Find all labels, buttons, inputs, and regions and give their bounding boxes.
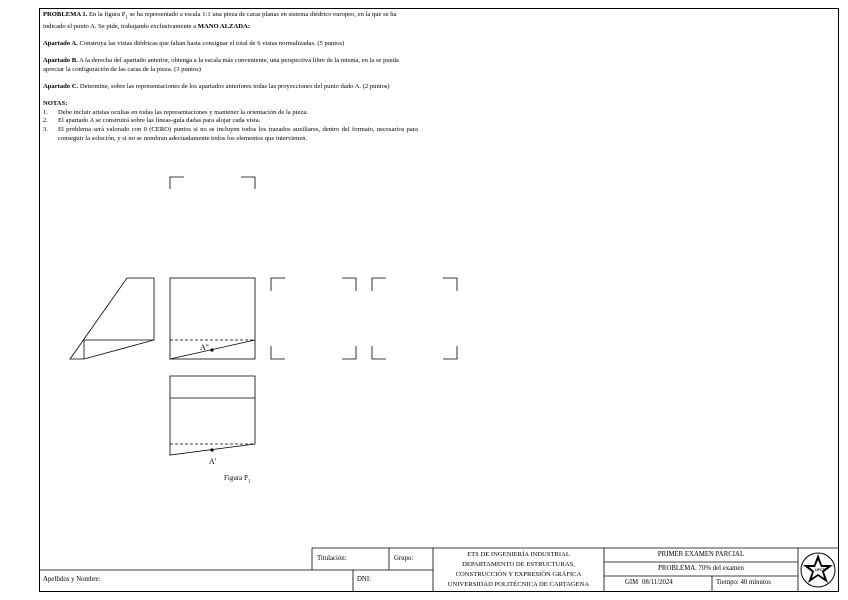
front-view xyxy=(170,278,255,359)
guide-corners-right-slot-1 xyxy=(271,278,356,359)
point-label-top: A' xyxy=(209,457,217,466)
problem-weight: PROBLEMA. 70% del examen xyxy=(658,565,744,572)
notes-title: NOTAS: xyxy=(43,100,68,108)
degree-code: GIM xyxy=(625,579,639,586)
guide-corners-right-slot-2 xyxy=(372,278,457,359)
grupo-label: Grupo: xyxy=(394,555,414,562)
school-info: ETS DE INGENIERÍA INDUSTRIAL DEPARTAMENTO DE ESTRUCTURAS, CONSTRUCCIÓN Y EXPRESIÓN GRÁFICA UNIVERSIDAD POLITÉCNICA DE CARTAGENA xyxy=(447,551,590,588)
titulacion-label: Titulación: xyxy=(317,555,347,562)
top-view xyxy=(170,376,255,455)
left-profile-view xyxy=(70,278,154,359)
point-label-front: A'' xyxy=(200,343,209,352)
section-c: Apartado C. Determine, sobre las representaciones de los apartados anteriores todas las proyecciones del punto dado A. (2 puntos) xyxy=(43,83,390,91)
university-logo xyxy=(801,553,835,587)
exam-date: 08/11/2024 xyxy=(642,579,673,586)
apellidos-label: Apellidos y Nombre: xyxy=(43,576,101,583)
section-a: Apartado A. Construya las vistas diédricas que faltan hasta consignar el total de 6 vistas normalizadas. (5 puntos) xyxy=(43,40,345,48)
guide-corners-top-slot xyxy=(170,177,255,189)
section-b: Apartado B. A la derecha del apartado anterior, obtenga a la escala más conveniente, una perspectiva libre de la misma, en la se pueda apreciar la configuración de las caras de la pieza. (3 puntos) xyxy=(43,57,399,73)
dni-label: DNI: xyxy=(357,576,371,583)
exam-time: Tiempo: 40 minutos xyxy=(716,579,771,586)
problem-intro: PROBLEMA 1. En la figura $P_1$ se ha representado a escala 1:1 una pieza de caras planas en sistema diédrico europeo, en la que se ha indicado el punto A. Se pide, trabajando exclusivamente a MANO ALZADA: xyxy=(43,11,397,30)
note-item: 1. Debe incluir aristas ocultas en todas las representaciones y mantener la orientación de la pieza. xyxy=(43,108,308,116)
logo-letters: UPCT xyxy=(815,568,825,573)
exam-title: PRIMER EXAMEN PARCIAL xyxy=(657,551,745,558)
note-item: 2. El apartado A se construirá sobre las líneas-guía dadas para alojar cada vista. xyxy=(43,117,261,125)
note-item: 3. El problema será valorado con 0 (CERO) puntos si no se incluyen todos los trazados auxiliares, dentro del formato, necesarios para conseguir la solución, y si no se nombran adecuadamente todos los elementos que intervienen. xyxy=(43,126,418,142)
figure-caption: Figura $P_1$ xyxy=(224,474,251,485)
